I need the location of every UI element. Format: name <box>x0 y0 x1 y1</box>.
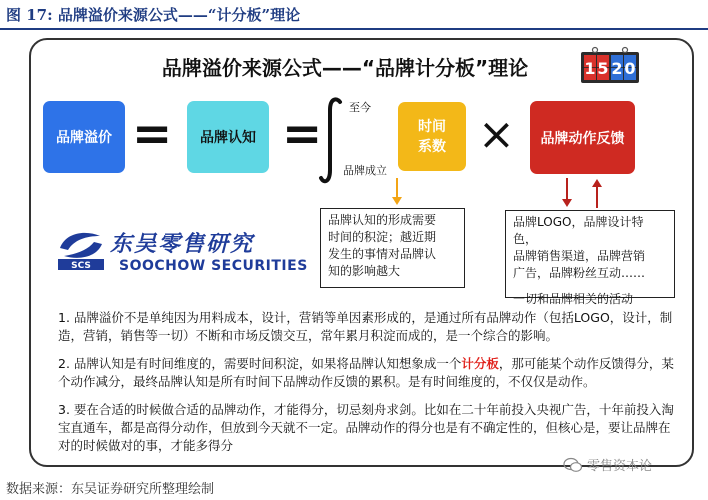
scoreboard-digit-3: 2 <box>611 59 623 78</box>
action-callout-line: 品牌LOGO，品牌设计特色， <box>513 215 644 246</box>
paragraph-1: 1. 品牌溢价不是单纯因为用料成本，设计，营销等单因素形成的，是通过所有品牌动作（包括LOGO，设计，制造，营销，销售等一切）不断和市场反馈交互，常年累月积淀而成的，是一个综合的影响。 <box>58 310 673 343</box>
formula-heading: 品牌溢价来源公式——“品牌计分板”理论 <box>161 56 529 80</box>
data-source: 数据来源：东吴证券研究所整理绘制 <box>6 482 215 497</box>
paragraph-2-start: 2. 品牌认知是有时间维度的，需要时间积淀，如果将品牌认知想象成一个 <box>58 356 462 371</box>
integral-lower-limit: 品牌成立 <box>343 164 387 177</box>
multiply-sign: × <box>478 109 515 160</box>
time-callout-line: 发生的事情对品牌认 <box>328 247 437 261</box>
time-coefficient-line1: 时间 <box>418 118 446 135</box>
paragraph-2-end: ，那可能某个动作反馈得分，某个动作减分，最终品牌认知是所有时间下品牌动作反馈的累积。是有时间维度的，不仅仅是动作。 <box>58 356 674 389</box>
action-callout-line: 一切和品牌相关的活动 <box>513 292 634 306</box>
soochow-logo-mark-icon <box>56 228 106 272</box>
scoreboard-highlight: 计分板 <box>461 356 499 371</box>
time-coefficient-box <box>398 102 466 171</box>
equals-sign-1: = <box>132 106 173 162</box>
logo-mark-text: SCS <box>71 261 91 271</box>
paragraph-3: 3. 要在合适的时候做合适的品牌动作，才能得分，切忌刻舟求剑。比如在二十年前投入央视广告，十年前投入淘宝直通车，都是高得分动作，但放到今天就不一定。品牌动作的得分也是有不确定性的，但核心是，要让品牌在对的时候做对的事，才能多得分 <box>58 402 674 453</box>
watermark-text: 零售资本论 <box>587 459 653 474</box>
watermark <box>563 455 652 474</box>
red-down-arrow-icon <box>560 178 574 208</box>
integral-sign-icon <box>318 96 344 184</box>
wechat-icon <box>563 457 583 473</box>
logo-chinese-name: 东吴零售研究 <box>110 232 255 257</box>
time-coefficient-line2: 系数 <box>418 138 446 155</box>
brand-action-feedback-box: 品牌动作反馈 <box>530 101 635 174</box>
action-callout-line: 品牌销售渠道，品牌营销 <box>513 249 646 263</box>
time-callout <box>320 208 465 288</box>
time-callout-line: 品牌认知的形成需要 <box>328 213 437 227</box>
integral-upper-limit: 至今 <box>349 101 371 114</box>
scoreboard-icon <box>580 46 640 84</box>
scoreboard-digit-4: 0 <box>624 59 636 78</box>
logo-english-name: SOOCHOW SECURITIES <box>119 258 308 274</box>
brand-premium-box: 品牌溢价 <box>43 101 125 173</box>
paragraph-2 <box>58 355 678 391</box>
action-callout <box>505 210 675 306</box>
brand-cognition-box: 品牌认知 <box>187 101 269 173</box>
scoreboard-digit-2: 5 <box>597 59 609 78</box>
red-up-arrow-icon <box>590 178 604 208</box>
scoreboard-digit-1: 1 <box>584 59 596 78</box>
figure-title: 图 17: 品牌溢价来源公式——“计分板”理论 <box>6 6 301 24</box>
equals-sign-2: = <box>282 106 323 162</box>
orange-down-arrow-icon <box>390 178 404 206</box>
action-callout-line: 广告，品牌粉丝互动…… <box>513 266 646 280</box>
time-callout-line: 时间的积淀；越近期 <box>328 230 437 244</box>
title-rule <box>0 28 708 30</box>
time-callout-line: 知的影响越大 <box>328 264 401 278</box>
